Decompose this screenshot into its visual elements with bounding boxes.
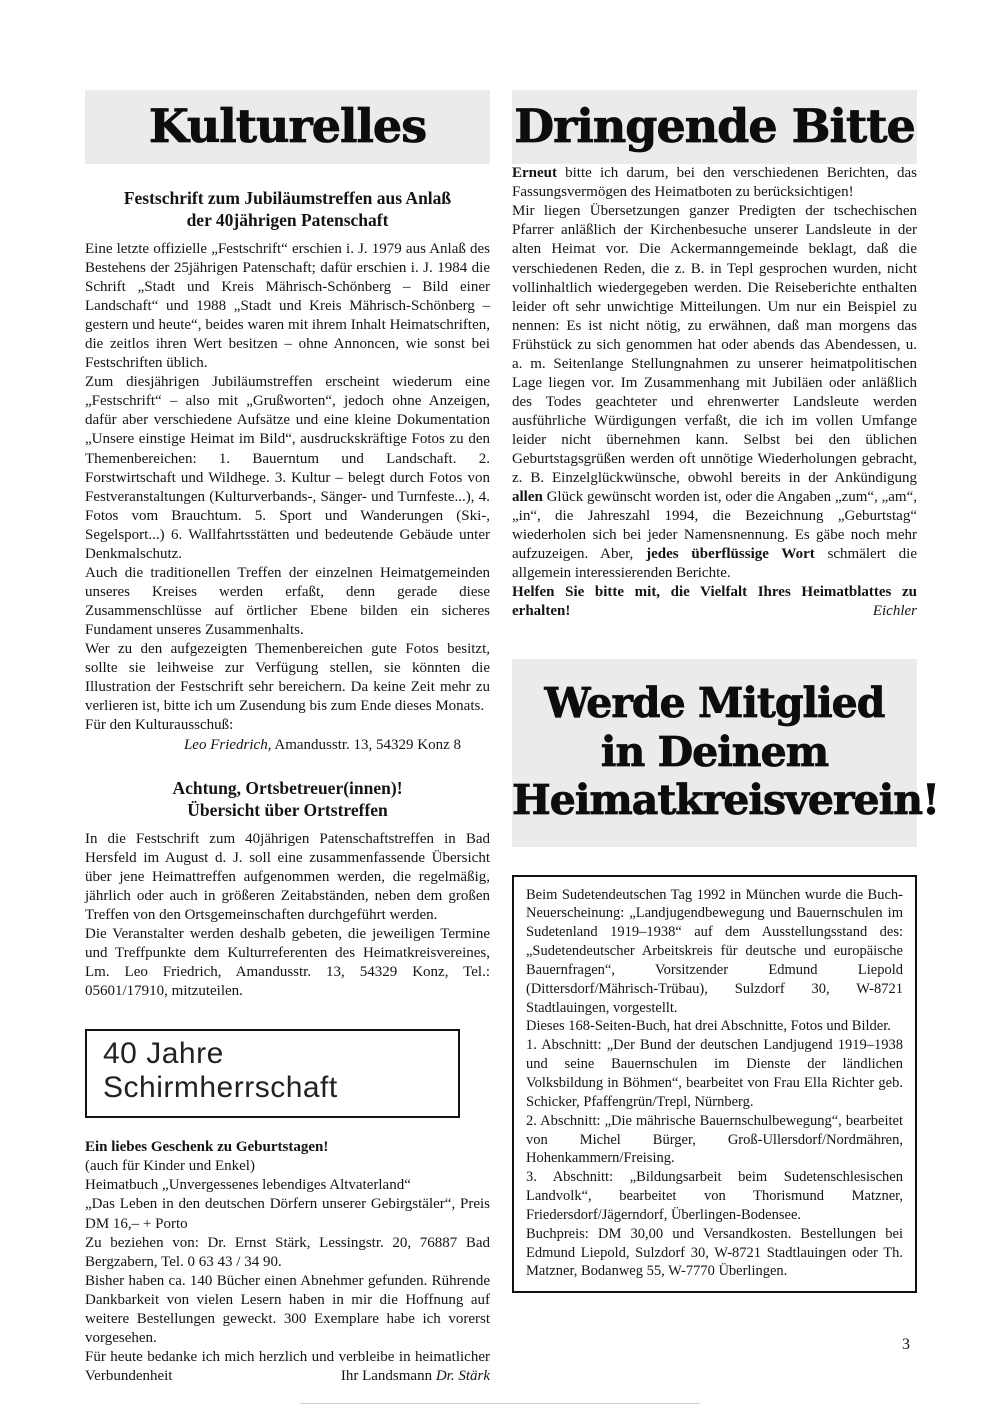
paragraph-text: bitte ich darum, bei den verschiedenen Berichten, das Fassungsvermögen des Heimatboten zu berücksichtigen!	[512, 165, 917, 201]
article-geschenk	[85, 1138, 490, 1386]
membership-line: Heimatkreisverein!	[512, 776, 940, 825]
article-title	[85, 188, 490, 231]
article-title	[85, 778, 490, 821]
footer-divider	[300, 1403, 700, 1404]
paragraph: In die Festschrift zum 40jährigen Patenschaftstreffen in Bad Hersfeld im August d. J. soll eine zusammenfassende Übersicht über jene Heimattreffen aufgenommen werden, die regelmäßig, jährlich oder auch in größeren Zeitabständen, neben dem großen Treffen von den Ortsgemeinschaften durchgeführt werden.	[85, 830, 490, 924]
title-line: der 40jährigen Patenschaft	[186, 209, 389, 230]
signature-address: Amandusstr. 13, 54329 Konz 8	[271, 737, 462, 754]
signature-name: Leo Friedrich,	[183, 737, 272, 754]
closing-signature	[341, 1367, 490, 1386]
paragraph: Eine letzte offizielle „Festschrift“ erschien i. J. 1979 aus Anlaß des Bestehens der 25jährigen Patenschaft; dafür erschien i. J. 1984 die Schrift „Stadt und Kreis Mährisch-Schönberg – Bild einer Landschaft“ und 1988 „Stadt und Kreis Mährisch-Schönberg – gestern und heute“, beides waren mit ihrem Inhalt Heimatschriften, die zeitlos ihren Wert besitzen – ohne Annoncen, wie sonst bei Festschriften üblich.	[85, 240, 490, 372]
paragraph: Zum diesjährigen Jubiläumstreffen erscheint wiederum eine „Festschrift“ – also mit „Grußworten“, jedoch ohne Anzeigen, dafür aber verschiedene Aufsätze und eine kleine Dokumentation „Unsere einstige Heimat im Bild“, ausdruckskräftige Fotos zu den Themenbereichen: 1. Bauerntum und Landschaft. 2. Forstwirtschaft und Wildhege. 3. Kultur – belegt durch Fotos von Festveranstaltungen (Kulturverbands-, Sänger- und Turnfeste...), 4. Fotos vom Brauchtum. 5. Sport und Wanderungen (Ski-, Segelsport...) 6. Wallfahrtsstätten und bedeutende Gebäude unter Denkmalschutz.	[85, 374, 490, 562]
membership-call-heading	[512, 659, 940, 846]
paragraph: Die Veranstalter werden deshalb gebeten, die jeweiligen Termine und Treffpunkte dem Kulturreferenten des Heimatkreisvereines, Lm. Leo Friedrich, Amandusstr. 13, 54329 Konz, Tel.: 05601/17910, mitzuteilen.	[85, 926, 490, 1000]
page-number: 3	[902, 1336, 910, 1353]
left-column	[85, 90, 490, 1386]
paragraph: 2. Abschnitt: „Die mährische Bauernschulbewegung“, bearbeitet von Michel Bürger, Groß-Ullersdorf/Nordmähren, Hohenkammern/Freising.	[526, 1112, 903, 1167]
title-line: Übersicht über Ortstreffen	[187, 799, 388, 820]
closing-text: Für heute bedanke ich mich herzlich und verbleibe in heimatlicher Verbundenheit	[85, 1348, 490, 1384]
paragraph	[512, 164, 917, 202]
paragraph: Beim Sudetendeutschen Tag 1992 in München wurde die Buch-Neuerscheinung: „Landjugendbewegung und Bauernschulen im Sudetenland 1919–1938“ auf dem Ausstellungsstand des: „Sudetendeutscher Arbeitskreis für deutsche und europäische Bauernfragen“, Vorsitzender Edmund Liepold (Dittersdorf/Mährisch-Trübau), Sulzdorf 30, W-8721 Stadtlauingen, vorgestellt.	[526, 886, 903, 1016]
paragraph: Heimatbuch „Unvergessenes lebendiges Altvaterland“	[85, 1177, 411, 1194]
paragraph: Zu beziehen von: Dr. Ernst Stärk, Lessingstr. 20, 76887 Bad Bergzabern, Tel. 0 63 43 / 34 90.	[85, 1234, 490, 1270]
closing-line	[512, 583, 917, 621]
section-heading-dringende-bitte: Dringende Bitte	[512, 90, 917, 164]
title-line: Achtung, Ortsbetreuer(innen)!	[172, 778, 403, 799]
paragraph: Wer zu den aufgezeigten Themenbereichen gute Fotos besitzt, sollte sie leihweise zur Verfügung stellen, sie könnten die Illustration der Festschrift sehr bereichern. Da keine Zeit mehr zu verlieren ist, bitte ich um Zusendung bis zum Ende dieses Monats.	[85, 640, 490, 715]
paragraph: 1. Abschnitt: „Der Bund der deutschen Landjugend 1919–1938 und seine Bauernschulen im Dienste der ländlichen Volksbildung in Böhmen“, bearbeitet von Frau Ella Richter geb. Schicker, Pfaffengrün/Trepl, Nürnberg.	[526, 1037, 903, 1110]
lead-line: Ein liebes Geschenk zu Geburtstagen!	[85, 1139, 329, 1156]
paragraph: Buchpreis: DM 30,00 und Versandkosten. Bestellungen bei Edmund Liepold, Sulzdorf 30, W-8721 Stadtlauingen oder Th. Matzner, Bodanweg 55, W-7770 Überlingen.	[526, 1225, 903, 1280]
title-line: Festschrift zum Jubiläumstreffen aus Anlaß	[123, 188, 452, 209]
closing-line	[85, 1348, 490, 1386]
emphasis: allen	[512, 489, 543, 506]
paragraph-text: Glück gewünscht worden ist, oder die Angaben „zum“, „am“, „in“, die Jahreszahl 1994, die Bezeichnung „Geburtstag“ wiederholen sich bei jeder Namensnennung. Es gäbe noch mehr aufzuzeigen. Aber,	[512, 489, 917, 563]
signature-line	[85, 737, 490, 754]
author-signature: Eichler	[872, 603, 917, 620]
lead-word: Erneut	[512, 165, 557, 182]
paragraph: 3. Abschnitt: „Bildungsarbeit beim Sudetenschlesischen Landvolk“, bearbeitet von Thorismund Matzner, Friedersdorf/Jägerndorf, Überlingen-Bodensee.	[526, 1169, 903, 1223]
closing-signature-plain: Ihr Landsmann	[340, 1367, 436, 1384]
paragraph: Auch die traditionellen Treffen der einzelnen Heimatgemeinden unseres Kreises werden erfaßt, denn gerade diese Zusammenschlüsse auf örtlicher Ebene bilden ein sicheres Fundament unseres Zusammenhalts.	[85, 564, 490, 638]
book-announcement-box	[512, 875, 917, 1294]
paragraph: Für den Kulturausschuß:	[85, 717, 234, 734]
article-appeal	[512, 164, 917, 621]
closing-signature-name: Dr. Stärk	[435, 1367, 490, 1384]
paragraph	[512, 202, 917, 583]
section-heading-kulturelles: Kulturelles	[85, 90, 490, 164]
paragraph: (auch für Kinder und Enkel)	[85, 1158, 255, 1175]
emphasis: jedes überflüssige Wort	[646, 546, 815, 563]
membership-line: Werde Mitglied	[544, 679, 885, 728]
closing-appeal: Helfen Sie bitte mit, die Vielfalt Ihres Heimatblattes zu erhalten!	[512, 584, 917, 620]
paragraph-text: Mir liegen Übersetzungen ganzer Predigten der tschechischen Pfarrer anläßlich der Kirchenbesuche unserer Landsleute in der alten Heimat vor. Die Ackermanngemeinde beklagt, daß die verschiedenen Reden, die z. B. in Tepl gesprochen wurden, nicht vollinhaltlich wiedergegeben werden. Die Reiseberichte enthalten leider oft sehr unwichtige Mitteilungen. Um nur ein Beispiel zu nennen: Es ist nicht nötig, zu erwähnen, daß man morgens das Frühstück zu sich genommen hat oder abends das Abendessen, u. a. m. Seitenlange Stellungnahmen zu unserer heimatpolitischen Lage liegen vor. Im Zusammenhang mit Jubiläen oder anläßlich des Todes geachteter und ehrenwerter Landsleute werden ausführliche Würdigungen verfaßt, die ich im vollen Umfange leider nicht übernehmen kann. Selbst bei den üblichen Geburtstagsgrüßen werden oft unnötige Wiederholungen gebracht, z. B. Einzelglückwünsche, obwohl bereits in der Ankündigung	[512, 203, 917, 487]
right-column	[512, 90, 940, 1386]
paragraph: Dieses 168-Seiten-Buch, hat drei Abschnitte, Fotos und Bilder.	[526, 1018, 891, 1035]
paragraph: Bisher haben ca. 140 Bücher einen Abnehmer gefunden. Rührende Dankbarkeit von vielen Lesern haben in mir die Hoffnung auf weitere Bestellungen geweckt. 300 Exemplare habe ich vorerst vorgesehen.	[85, 1272, 490, 1346]
paragraph-text: schmälert die allgemein interessierenden Berichte.	[512, 546, 917, 582]
article-festschrift	[85, 188, 490, 754]
article-ortsbetreuer	[85, 778, 490, 1001]
boxed-heading-schirmherrschaft: 40 Jahre Schirmherrschaft	[85, 1029, 460, 1118]
paragraph: „Das Leben in den deutschen Dörfern unserer Gebirgstäler“, Preis DM 16,– + Porto	[85, 1196, 490, 1232]
membership-line: in Deinem	[600, 727, 829, 776]
two-column-layout	[85, 90, 940, 1386]
